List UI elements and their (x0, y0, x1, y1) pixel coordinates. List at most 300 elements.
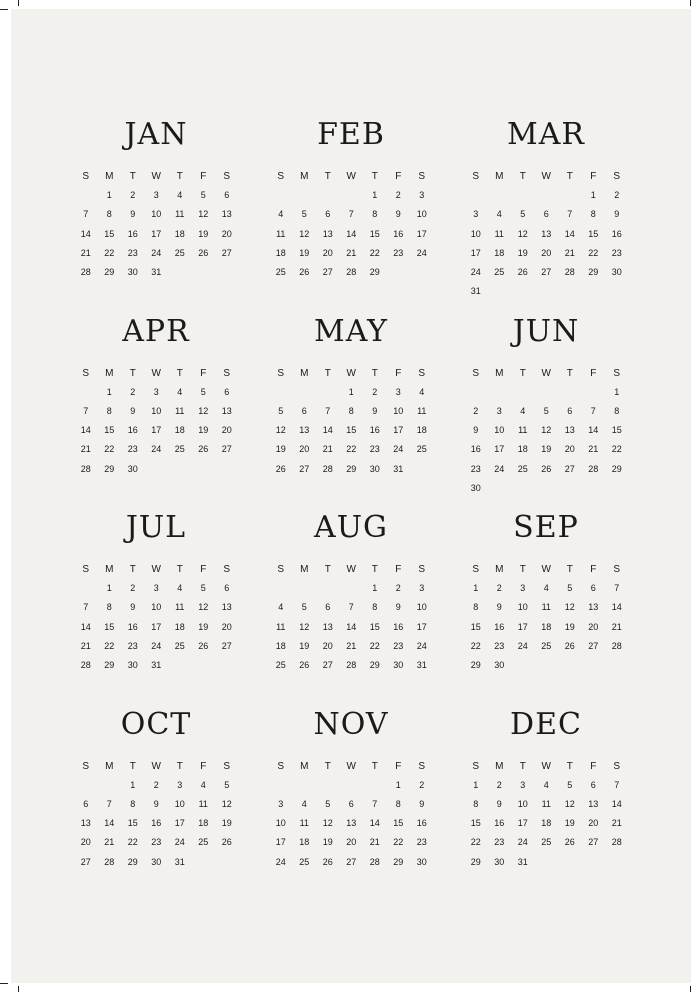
date-cell: 13 (588, 602, 599, 613)
date-cell: 14 (611, 798, 622, 809)
date-cell: 13 (221, 602, 232, 613)
date-cell: 19 (198, 228, 209, 239)
date-cell: 25 (174, 247, 185, 258)
date-cell: 3 (177, 779, 183, 790)
month-oct (74, 703, 238, 900)
date-cell: 8 (590, 209, 596, 220)
date-cell: 11 (175, 602, 185, 613)
date-cell: 27 (221, 640, 232, 651)
date-cell: 26 (322, 856, 333, 867)
date-cell: 28 (104, 856, 115, 867)
date-cell: 4 (278, 602, 284, 613)
date-cell: 12 (198, 209, 209, 220)
date-cell: 27 (588, 837, 599, 848)
weekday-label: W (346, 171, 356, 182)
date-cell: 10 (151, 209, 162, 220)
date-cell: 2 (395, 583, 401, 593)
date-cell: 3 (419, 583, 425, 593)
date-cell: 10 (393, 405, 404, 416)
date-grid (269, 186, 433, 282)
date-cell: 27 (299, 463, 310, 474)
weekday-label: M (105, 367, 114, 379)
date-cell: 3 (520, 779, 526, 790)
date-cell: 2 (496, 779, 502, 790)
date-cell: 28 (80, 660, 91, 671)
date-cell: 21 (80, 247, 91, 258)
date-grid (464, 186, 628, 302)
date-cell: 28 (564, 267, 575, 278)
month-nov (269, 703, 433, 900)
date-cell: 19 (541, 444, 552, 455)
date-cell: 28 (369, 856, 380, 867)
date-cell: 23 (151, 837, 162, 848)
weekday-label: T (176, 564, 183, 575)
date-cell: 24 (416, 640, 427, 651)
date-cell: 1 (106, 386, 112, 397)
empty-cell (464, 186, 488, 205)
weekday-header (269, 364, 433, 383)
month-jun (464, 310, 628, 507)
weekday-header (269, 167, 433, 186)
date-cell: 30 (393, 660, 404, 671)
date-cell: 21 (322, 444, 333, 455)
date-cell: 30 (127, 267, 138, 278)
date-cell: 25 (275, 267, 286, 278)
date-cell: 24 (151, 444, 162, 455)
empty-cell (511, 383, 535, 402)
date-cell: 8 (395, 798, 401, 809)
date-cell: 18 (198, 818, 209, 829)
date-cell: 29 (127, 856, 138, 867)
date-cell: 23 (393, 640, 404, 651)
empty-cell (316, 579, 340, 598)
date-cell: 9 (130, 602, 136, 613)
date-cell: 8 (130, 798, 136, 809)
weekday-label: M (495, 171, 504, 182)
date-cell: 25 (174, 444, 185, 455)
date-grid (269, 383, 433, 479)
date-cell: 29 (393, 856, 404, 867)
month-dec (464, 703, 628, 900)
empty-cell (269, 383, 293, 402)
date-cell: 8 (473, 602, 479, 613)
date-cell: 6 (83, 798, 89, 809)
date-cell: 5 (200, 190, 206, 200)
date-cell: 25 (541, 837, 552, 848)
date-cell: 13 (221, 405, 232, 416)
date-cell: 6 (325, 209, 331, 220)
date-cell: 24 (517, 837, 528, 848)
weekday-label: T (324, 367, 331, 379)
date-cell: 17 (416, 228, 427, 239)
date-cell: 31 (416, 660, 427, 671)
date-cell: 22 (393, 837, 404, 848)
date-cell: 13 (80, 818, 91, 829)
date-cell: 16 (127, 228, 138, 239)
date-cell: 3 (419, 190, 425, 200)
date-cell: 24 (393, 444, 404, 455)
date-cell: 29 (470, 660, 481, 671)
weekday-label: T (129, 564, 136, 575)
date-cell: 7 (83, 602, 89, 613)
weekday-label: W (346, 367, 356, 379)
date-cell: 25 (517, 463, 528, 474)
weekday-label: T (129, 367, 136, 379)
month-sep (464, 506, 628, 703)
empty-cell (98, 776, 122, 795)
date-cell: 15 (104, 228, 115, 239)
date-cell: 2 (130, 583, 136, 593)
weekday-label: S (277, 760, 285, 772)
date-cell: 10 (470, 228, 481, 239)
date-cell: 2 (130, 386, 136, 397)
date-cell: 21 (346, 640, 357, 651)
weekday-label: T (129, 171, 136, 182)
date-cell: 13 (322, 228, 333, 239)
weekday-label: S (277, 171, 285, 182)
date-cell: 16 (611, 228, 622, 239)
date-cell: 29 (346, 463, 357, 474)
empty-cell (74, 383, 98, 402)
weekday-label: T (566, 564, 573, 575)
date-cell: 9 (130, 405, 136, 416)
weekday-label: F (395, 171, 402, 182)
month-name: JAN (124, 117, 188, 152)
date-cell: 5 (301, 209, 307, 220)
date-cell: 31 (151, 660, 162, 671)
date-cell: 6 (224, 386, 230, 397)
date-cell: 31 (393, 463, 404, 474)
date-cell: 22 (127, 837, 138, 848)
date-cell: 2 (130, 190, 136, 200)
date-cell: 20 (541, 247, 552, 258)
date-cell: 29 (369, 660, 380, 671)
date-cell: 7 (614, 779, 620, 790)
empty-cell (488, 383, 512, 402)
date-grid (74, 383, 238, 479)
month-mar (464, 113, 628, 310)
weekday-label: M (495, 367, 504, 379)
date-cell: 11 (494, 228, 504, 239)
date-cell: 17 (393, 425, 404, 436)
date-cell: 27 (322, 660, 333, 671)
date-cell: 29 (369, 267, 380, 278)
weekday-label: M (300, 367, 309, 379)
date-cell: 5 (567, 583, 573, 593)
weekday-label: T (519, 760, 526, 772)
date-cell: 4 (520, 405, 526, 416)
date-cell: 16 (127, 425, 138, 436)
date-cell: 6 (567, 405, 573, 416)
weekday-label: T (324, 760, 331, 772)
crop-mark (18, 986, 19, 992)
date-cell: 10 (151, 602, 162, 613)
date-grid (464, 776, 628, 872)
date-cell: 18 (174, 228, 185, 239)
date-cell: 14 (611, 602, 622, 613)
month-name: JUN (512, 313, 580, 349)
date-cell: 11 (276, 621, 286, 632)
date-cell: 7 (325, 405, 331, 416)
date-cell: 29 (104, 660, 115, 671)
crop-mark (690, 0, 691, 6)
date-cell: 16 (369, 425, 380, 436)
weekday-label: W (151, 171, 161, 182)
date-cell: 26 (198, 640, 209, 651)
date-cell: 5 (224, 779, 230, 790)
weekday-label: M (105, 564, 114, 575)
date-cell: 1 (348, 386, 354, 397)
date-cell: 20 (588, 818, 599, 829)
weekday-label: W (541, 367, 551, 379)
date-cell: 27 (221, 444, 232, 455)
weekday-label: F (395, 760, 402, 772)
date-cell: 16 (393, 228, 404, 239)
date-cell: 13 (322, 621, 333, 632)
date-cell: 23 (369, 444, 380, 455)
weekday-label: M (300, 171, 309, 182)
date-cell: 2 (614, 190, 620, 200)
weekday-label: T (371, 367, 378, 379)
date-cell: 21 (104, 837, 115, 848)
date-cell: 10 (517, 798, 528, 809)
date-cell: 27 (346, 856, 357, 867)
weekday-label: W (541, 564, 551, 575)
date-cell: 11 (175, 209, 185, 220)
month-jul (74, 506, 238, 703)
date-cell: 30 (416, 856, 427, 867)
weekday-label: M (495, 760, 504, 772)
weekday-label: T (176, 171, 183, 182)
date-cell: 12 (541, 425, 552, 436)
date-cell: 24 (416, 247, 427, 258)
date-cell: 6 (224, 583, 230, 593)
empty-cell (488, 186, 512, 205)
date-cell: 13 (346, 818, 357, 829)
month-may (269, 310, 433, 507)
date-cell: 5 (520, 209, 526, 220)
date-cell: 28 (611, 640, 622, 651)
date-cell: 29 (470, 856, 481, 867)
date-cell: 17 (151, 425, 162, 436)
date-cell: 12 (198, 405, 209, 416)
date-grid (269, 776, 433, 872)
date-cell: 18 (174, 425, 185, 436)
date-cell: 13 (299, 425, 310, 436)
date-grid (74, 186, 238, 282)
weekday-label: S (277, 564, 285, 575)
weekday-label: S (472, 367, 480, 379)
date-cell: 28 (346, 267, 357, 278)
date-cell: 17 (275, 837, 286, 848)
empty-cell (535, 383, 559, 402)
month-name: APR (122, 313, 190, 349)
date-cell: 21 (564, 247, 575, 258)
date-cell: 12 (322, 818, 333, 829)
date-cell: 26 (564, 640, 575, 651)
month-name: AUG (314, 510, 388, 545)
date-cell: 5 (567, 779, 573, 790)
weekday-header (74, 757, 238, 776)
date-cell: 13 (588, 798, 599, 809)
date-cell: 24 (151, 640, 162, 651)
date-cell: 13 (541, 228, 552, 239)
date-cell: 26 (299, 267, 310, 278)
date-cell: 24 (517, 640, 528, 651)
date-grid (464, 579, 628, 675)
date-cell: 7 (372, 798, 378, 809)
date-cell: 7 (348, 209, 354, 220)
weekday-label: M (105, 171, 114, 182)
date-cell: 9 (153, 798, 159, 809)
empty-cell (340, 579, 364, 598)
month-name: NOV (313, 706, 389, 742)
weekday-label: S (418, 760, 426, 772)
date-cell: 8 (348, 405, 354, 416)
date-cell: 30 (127, 463, 138, 474)
date-cell: 28 (80, 267, 91, 278)
weekday-label: S (223, 760, 231, 772)
date-cell: 9 (372, 405, 378, 416)
weekday-label: M (495, 564, 504, 575)
date-cell: 18 (416, 425, 427, 436)
weekday-label: S (82, 760, 90, 772)
date-cell: 19 (564, 621, 575, 632)
date-cell: 18 (517, 444, 528, 455)
weekday-label: F (395, 564, 402, 575)
weekday-label: S (277, 367, 285, 379)
empty-cell (558, 383, 582, 402)
date-cell: 15 (393, 818, 404, 829)
weekday-header (74, 364, 238, 383)
date-cell: 3 (473, 209, 479, 220)
date-cell: 5 (543, 405, 549, 416)
date-cell: 7 (567, 209, 573, 220)
date-cell: 6 (224, 190, 230, 200)
weekday-label: F (200, 171, 207, 182)
weekday-label: S (418, 171, 426, 182)
weekday-label: W (541, 171, 551, 182)
date-cell: 26 (564, 837, 575, 848)
date-cell: 7 (83, 405, 89, 416)
date-cell: 17 (470, 247, 481, 258)
empty-cell (363, 776, 387, 795)
date-cell: 10 (174, 798, 185, 809)
date-cell: 20 (346, 837, 357, 848)
weekday-label: F (590, 171, 597, 182)
date-cell: 16 (127, 621, 138, 632)
date-cell: 9 (419, 798, 425, 809)
date-cell: 4 (200, 779, 206, 790)
date-cell: 28 (588, 463, 599, 474)
date-cell: 1 (372, 190, 378, 200)
date-cell: 14 (80, 228, 91, 239)
month-jan (74, 113, 238, 310)
date-cell: 19 (517, 247, 528, 258)
date-cell: 12 (221, 798, 232, 809)
date-cell: 29 (611, 463, 622, 474)
date-cell: 23 (393, 247, 404, 258)
date-cell: 19 (198, 425, 209, 436)
date-cell: 27 (322, 267, 333, 278)
date-cell: 26 (299, 660, 310, 671)
date-cell: 23 (470, 463, 481, 474)
date-cell: 25 (299, 856, 310, 867)
date-cell: 15 (104, 425, 115, 436)
empty-cell (293, 776, 317, 795)
weekday-label: S (223, 171, 231, 182)
date-cell: 14 (588, 425, 599, 436)
date-cell: 10 (416, 602, 427, 613)
date-cell: 23 (494, 640, 505, 651)
date-cell: 8 (473, 798, 479, 809)
date-cell: 12 (299, 228, 310, 239)
date-cell: 9 (130, 209, 136, 220)
date-grid (269, 579, 433, 675)
crop-mark (690, 986, 691, 992)
date-cell: 15 (104, 621, 115, 632)
date-cell: 15 (346, 425, 357, 436)
date-cell: 4 (496, 209, 502, 220)
empty-cell (340, 776, 364, 795)
date-cell: 5 (200, 583, 206, 593)
date-cell: 16 (470, 444, 481, 455)
date-cell: 28 (322, 463, 333, 474)
date-cell: 15 (369, 228, 380, 239)
date-cell: 26 (198, 247, 209, 258)
date-cell: 25 (494, 267, 505, 278)
date-cell: 16 (494, 818, 505, 829)
weekday-label: T (176, 760, 183, 772)
weekday-label: M (105, 760, 114, 772)
empty-cell (74, 186, 98, 205)
crop-mark (18, 0, 19, 6)
weekday-header (74, 167, 238, 186)
date-cell: 23 (127, 444, 138, 455)
date-cell: 3 (153, 583, 159, 593)
date-cell: 27 (221, 247, 232, 258)
date-cell: 30 (494, 660, 505, 671)
date-cell: 25 (198, 837, 209, 848)
date-cell: 11 (175, 405, 185, 416)
date-cell: 1 (395, 779, 401, 790)
weekday-label: T (324, 171, 331, 182)
date-cell: 22 (346, 444, 357, 455)
weekday-label: S (613, 760, 621, 772)
date-cell: 3 (153, 190, 159, 200)
weekday-label: T (371, 564, 378, 575)
date-cell: 2 (372, 386, 378, 397)
date-cell: 21 (611, 621, 622, 632)
date-cell: 20 (322, 247, 333, 258)
date-cell: 11 (541, 798, 551, 809)
month-feb (269, 113, 433, 310)
date-cell: 1 (130, 779, 136, 790)
month-name: MAY (314, 313, 388, 349)
weekday-header (464, 167, 628, 186)
empty-cell (582, 383, 606, 402)
empty-cell (316, 186, 340, 205)
weekday-label: S (82, 564, 90, 575)
date-cell: 12 (299, 621, 310, 632)
date-cell: 7 (106, 798, 112, 809)
date-cell: 30 (369, 463, 380, 474)
date-cell: 21 (346, 247, 357, 258)
date-cell: 19 (275, 444, 286, 455)
date-cell: 2 (473, 405, 479, 416)
weekday-label: T (566, 367, 573, 379)
date-cell: 9 (496, 602, 502, 613)
